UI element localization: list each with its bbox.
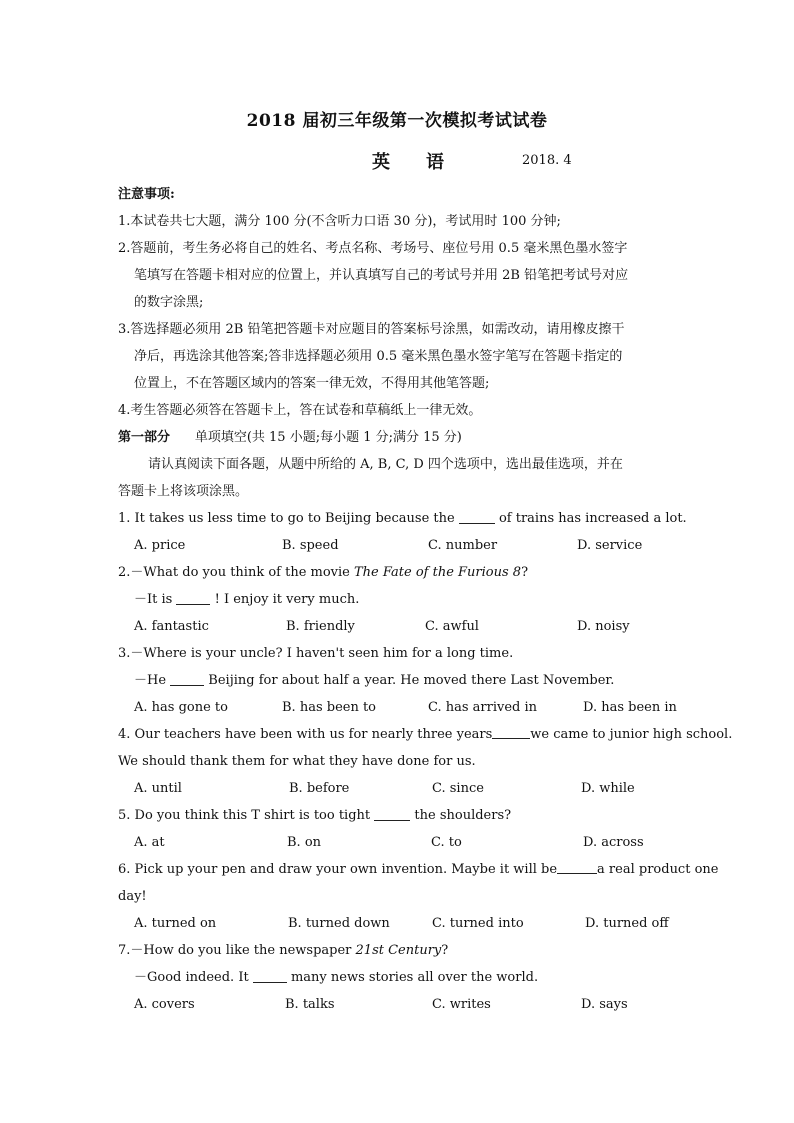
- option-d: D. noisy: [577, 619, 630, 634]
- note-line: 的数字涂黑;: [134, 295, 204, 310]
- option-b: B. friendly: [286, 619, 355, 634]
- note-line: 2.答题前，考生务必将自己的姓名、考点名称、考场号、座位号用 0.5 毫米黑色墨水签字: [118, 241, 628, 256]
- option-d: D. has been in: [583, 700, 677, 715]
- question-text: 5. Do you think this T shirt is too tight: [118, 808, 375, 823]
- section-instruction: 答题卡上将该项涂黑。: [118, 484, 249, 499]
- notes-heading: 注意事项:: [118, 187, 175, 202]
- option-b: B. talks: [285, 997, 335, 1012]
- option-b: B. has been to: [282, 700, 377, 715]
- option-c: C. number: [428, 538, 498, 553]
- exam-date: 2018. 4: [522, 153, 572, 168]
- question-text: 6. Pick up your pen and draw your own invention. Maybe it will be: [118, 862, 558, 877]
- question-text: －It is: [134, 592, 177, 607]
- question-4-line2: We should thank them for what they have done for us.: [118, 754, 476, 769]
- question-text: we came to junior high school.: [530, 727, 733, 742]
- answer-blank: [374, 808, 410, 821]
- answer-blank: [253, 970, 287, 983]
- option-b: B. speed: [282, 538, 339, 553]
- option-c: C. writes: [432, 997, 491, 1012]
- option-a: A. has gone to: [134, 700, 228, 715]
- exam-title: 2018 届初三年级第一次模拟考试试卷: [246, 111, 548, 131]
- option-a: A. turned on: [134, 916, 217, 931]
- question-text: many news stories all over the world.: [286, 970, 539, 985]
- question-text: 7.－How do you like the newspaper: [118, 943, 356, 958]
- option-c: C. awful: [425, 619, 479, 634]
- question-text: the shoulders?: [410, 808, 512, 823]
- question-text: 1. It takes us less time to go to Beijing because the: [118, 511, 459, 526]
- option-b: B. turned down: [288, 916, 390, 931]
- answer-blank: [176, 592, 210, 605]
- option-a: A. price: [134, 538, 186, 553]
- option-a: A. covers: [134, 997, 195, 1012]
- question-5: [118, 807, 511, 825]
- option-b: B. before: [289, 781, 350, 796]
- question-text: ?: [441, 943, 449, 958]
- subject-heading: [372, 148, 444, 174]
- option-d: D. service: [577, 538, 643, 553]
- option-c: C. to: [431, 835, 462, 850]
- question-7: [118, 942, 448, 960]
- answer-blank: [557, 861, 597, 874]
- option-b: B. on: [287, 835, 322, 850]
- section-instruction: 请认真阅读下面各题，从题中所给的 A, B, C, D 四个选项中，选出最佳选项，并在: [148, 457, 623, 472]
- question-text: 2.－What do you think of the movie: [118, 565, 355, 580]
- note-line: 3.答选择题必须用 2B 铅笔把答题卡对应题目的答案标号涂黑，如需改动，请用橡皮擦干: [118, 322, 625, 337]
- option-d: D. across: [583, 835, 644, 850]
- question-text: Beijing for about half a year. He moved there Last November.: [204, 673, 615, 688]
- section-label: 第一部分: [118, 430, 171, 445]
- question-text: －Good indeed. It: [134, 970, 253, 985]
- option-c: C. turned into: [432, 916, 524, 931]
- question-text: 4. Our teachers have been with us for nearly three years: [118, 727, 493, 742]
- section-heading: [118, 429, 462, 447]
- answer-blank: [170, 673, 204, 686]
- option-a: A. at: [134, 835, 165, 850]
- subject-char-2: 语: [426, 152, 444, 173]
- question-4: [118, 726, 733, 744]
- option-d: D. says: [581, 997, 628, 1012]
- question-7-reply: [134, 969, 538, 987]
- question-text: ! I enjoy it very much.: [210, 592, 360, 607]
- option-a: A. until: [134, 781, 182, 796]
- question-text: of trains has increased a lot.: [494, 511, 687, 526]
- note-line: 位置上，不在答题区域内的答案一律无效，不得用其他笔答题;: [134, 376, 490, 391]
- question-text: －He: [134, 673, 171, 688]
- question-2-reply: [134, 591, 359, 609]
- option-a: A. fantastic: [134, 619, 209, 634]
- option-c: C. since: [432, 781, 484, 796]
- question-6-line2: day!: [118, 889, 147, 904]
- note-line: 4.考生答题必须答在答题卡上，答在试卷和草稿纸上一律无效。: [118, 403, 482, 418]
- question-text: a real product one: [597, 862, 719, 877]
- option-c: C. has arrived in: [428, 700, 538, 715]
- note-line: 净后，再选涂其他答案;答非选择题必须用 0.5 毫米黑色墨水签字笔写在答题卡指定的: [134, 349, 623, 364]
- section-desc: 单项填空(共 15 小题;每小题 1 分;满分 15 分): [194, 430, 462, 445]
- question-6: [118, 861, 719, 879]
- option-d: D. while: [581, 781, 635, 796]
- question-3: 3.－Where is your uncle? I haven't seen him for a long time.: [118, 646, 514, 661]
- question-text: ?: [521, 565, 529, 580]
- note-line: 笔填写在答题卡相对应的位置上，并认真填写自己的考试号并用 2B 铅笔把考试号对应: [134, 268, 629, 283]
- subject-char-1: 英: [372, 152, 390, 173]
- movie-title: The Fate of the Furious 8: [354, 565, 522, 580]
- newspaper-title: 21st Century: [355, 943, 442, 958]
- question-2: [118, 564, 528, 582]
- option-d: D. turned off: [585, 916, 669, 931]
- answer-blank: [459, 511, 495, 524]
- question-3-reply: [134, 672, 614, 690]
- answer-blank: [492, 726, 530, 739]
- question-1: [118, 510, 687, 528]
- note-line: 1.本试卷共七大题，满分 100 分(不含听力口语 30 分)，考试用时 100 分钟;: [118, 214, 561, 229]
